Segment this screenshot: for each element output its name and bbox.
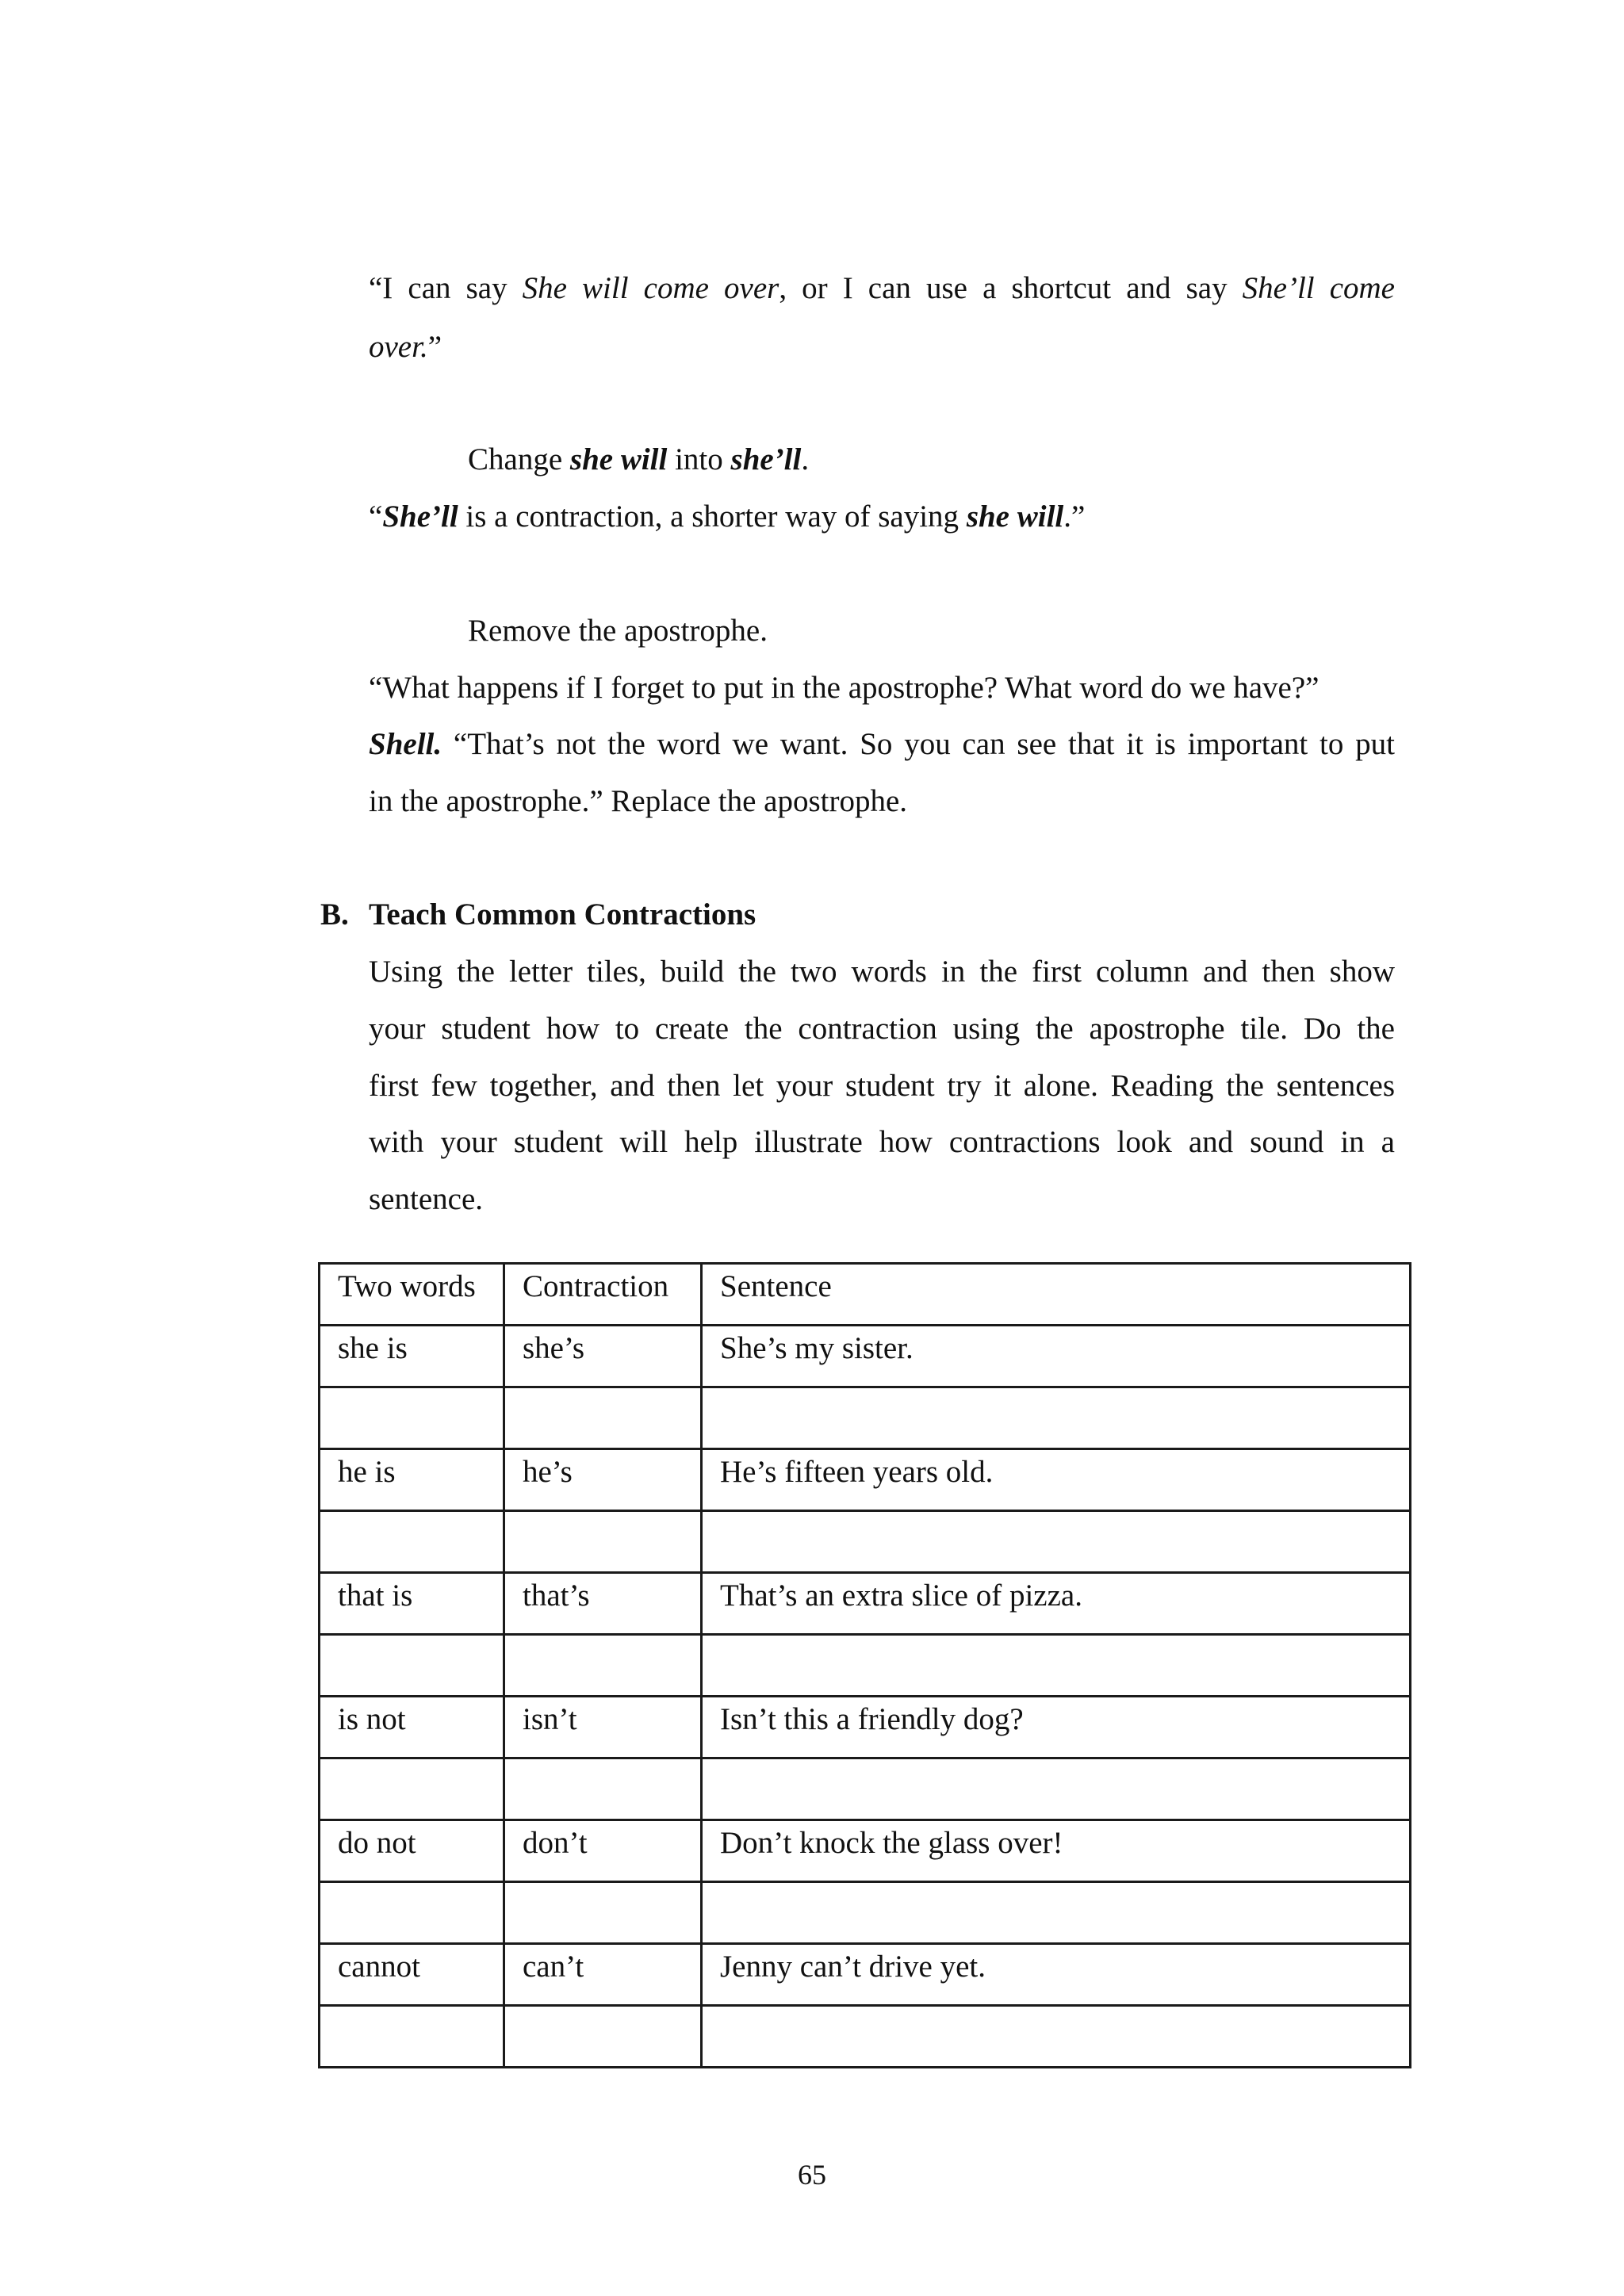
apostrophe-question: “What happens if I forget to put in the apostrophe? What word do we have?”: [369, 671, 1320, 705]
table-row: [320, 1326, 1411, 1387]
contraction-cell: [504, 1387, 702, 1449]
contraction-cell: [504, 2006, 702, 2068]
contraction-cell: can’t: [504, 1944, 702, 2006]
sentence-cell: [702, 1758, 1411, 1820]
section-paragraph-line-2: your student how to create the contraction using the apostrophe tile. Do the: [369, 1012, 1395, 1046]
table-row: [320, 1697, 1411, 1758]
section-paragraph-line-3: first few together, and then let your student try it alone. Reading the sentences: [369, 1069, 1395, 1103]
two-words-cell: he is: [320, 1449, 504, 1511]
section-heading: [320, 899, 756, 930]
section-letter: B.: [320, 897, 349, 932]
sentence-cell: [702, 1882, 1411, 1944]
two-words-cell: cannot: [320, 1944, 504, 2006]
sentence-cell: He’s fifteen years old.: [702, 1449, 1411, 1511]
sentence-cell: [702, 1511, 1411, 1573]
section-paragraph-line-1: Using the letter tiles, build the two words in the first column and then show: [369, 955, 1395, 989]
apostrophe-answer-line-2: in the apostrophe.” Replace the apostrophe.: [369, 784, 908, 818]
contraction-cell: isn’t: [504, 1697, 702, 1758]
header-sentence: Sentence: [702, 1264, 1411, 1326]
contraction-cell: she’s: [504, 1326, 702, 1387]
table-row: [320, 1449, 1411, 1511]
table-row: [320, 1944, 1411, 2006]
section-paragraph-line-4: with your student will help illustrate how contractions look and sound in a: [369, 1125, 1395, 1159]
header-contraction: Contraction: [504, 1264, 702, 1326]
section-paragraph-line-5: sentence.: [369, 1182, 484, 1216]
two-words-cell: [320, 1511, 504, 1573]
instruction-change: Change she will into she’ll.: [468, 442, 810, 476]
quote-line-1: “I can say She will come over, or I can use a shortcut and say She’ll come: [369, 271, 1395, 305]
table-header-row: [320, 1264, 1411, 1326]
contraction-explanation: “She’ll is a contraction, a shorter way of saying she will.”: [369, 499, 1086, 534]
sentence-cell: Don’t knock the glass over!: [702, 1820, 1411, 1882]
contraction-cell: don’t: [504, 1820, 702, 1882]
two-words-cell: [320, 1758, 504, 1820]
contraction-cell: he’s: [504, 1449, 702, 1511]
section-title: Teach Common Contractions: [369, 897, 756, 932]
two-words-cell: is not: [320, 1697, 504, 1758]
sentence-cell: Isn’t this a friendly dog?: [702, 1697, 1411, 1758]
two-words-cell: [320, 2006, 504, 2068]
two-words-cell: she is: [320, 1326, 504, 1387]
sentence-cell: Jenny can’t drive yet.: [702, 1944, 1411, 2006]
table-row: [320, 1758, 1411, 1820]
sentence-cell: [702, 1387, 1411, 1449]
table-row: [320, 1882, 1411, 1944]
apostrophe-answer-line-1: Shell. “That’s not the word we want. So you can see that it is important to put: [369, 727, 1395, 761]
two-words-cell: [320, 1387, 504, 1449]
quote-line-2: over.”: [369, 330, 442, 364]
table-row: [320, 2006, 1411, 2068]
sentence-cell: [702, 2006, 1411, 2068]
two-words-cell: [320, 1635, 504, 1697]
table-row: [320, 1511, 1411, 1573]
contraction-cell: [504, 1511, 702, 1573]
table-row: [320, 1573, 1411, 1635]
page-number: 65: [798, 2159, 826, 2191]
sentence-cell: [702, 1635, 1411, 1697]
two-words-cell: do not: [320, 1820, 504, 1882]
two-words-cell: that is: [320, 1573, 504, 1635]
header-two-words: Two words: [320, 1264, 504, 1326]
table-row: [320, 1820, 1411, 1882]
table-row: [320, 1387, 1411, 1449]
sentence-cell: She’s my sister.: [702, 1326, 1411, 1387]
table-row: [320, 1635, 1411, 1697]
contraction-cell: [504, 1882, 702, 1944]
instruction-remove-apostrophe: Remove the apostrophe.: [468, 614, 768, 648]
contraction-cell: that’s: [504, 1573, 702, 1635]
contraction-cell: [504, 1635, 702, 1697]
contractions-table: [318, 1262, 1411, 2068]
sentence-cell: That’s an extra slice of pizza.: [702, 1573, 1411, 1635]
two-words-cell: [320, 1882, 504, 1944]
contraction-cell: [504, 1758, 702, 1820]
